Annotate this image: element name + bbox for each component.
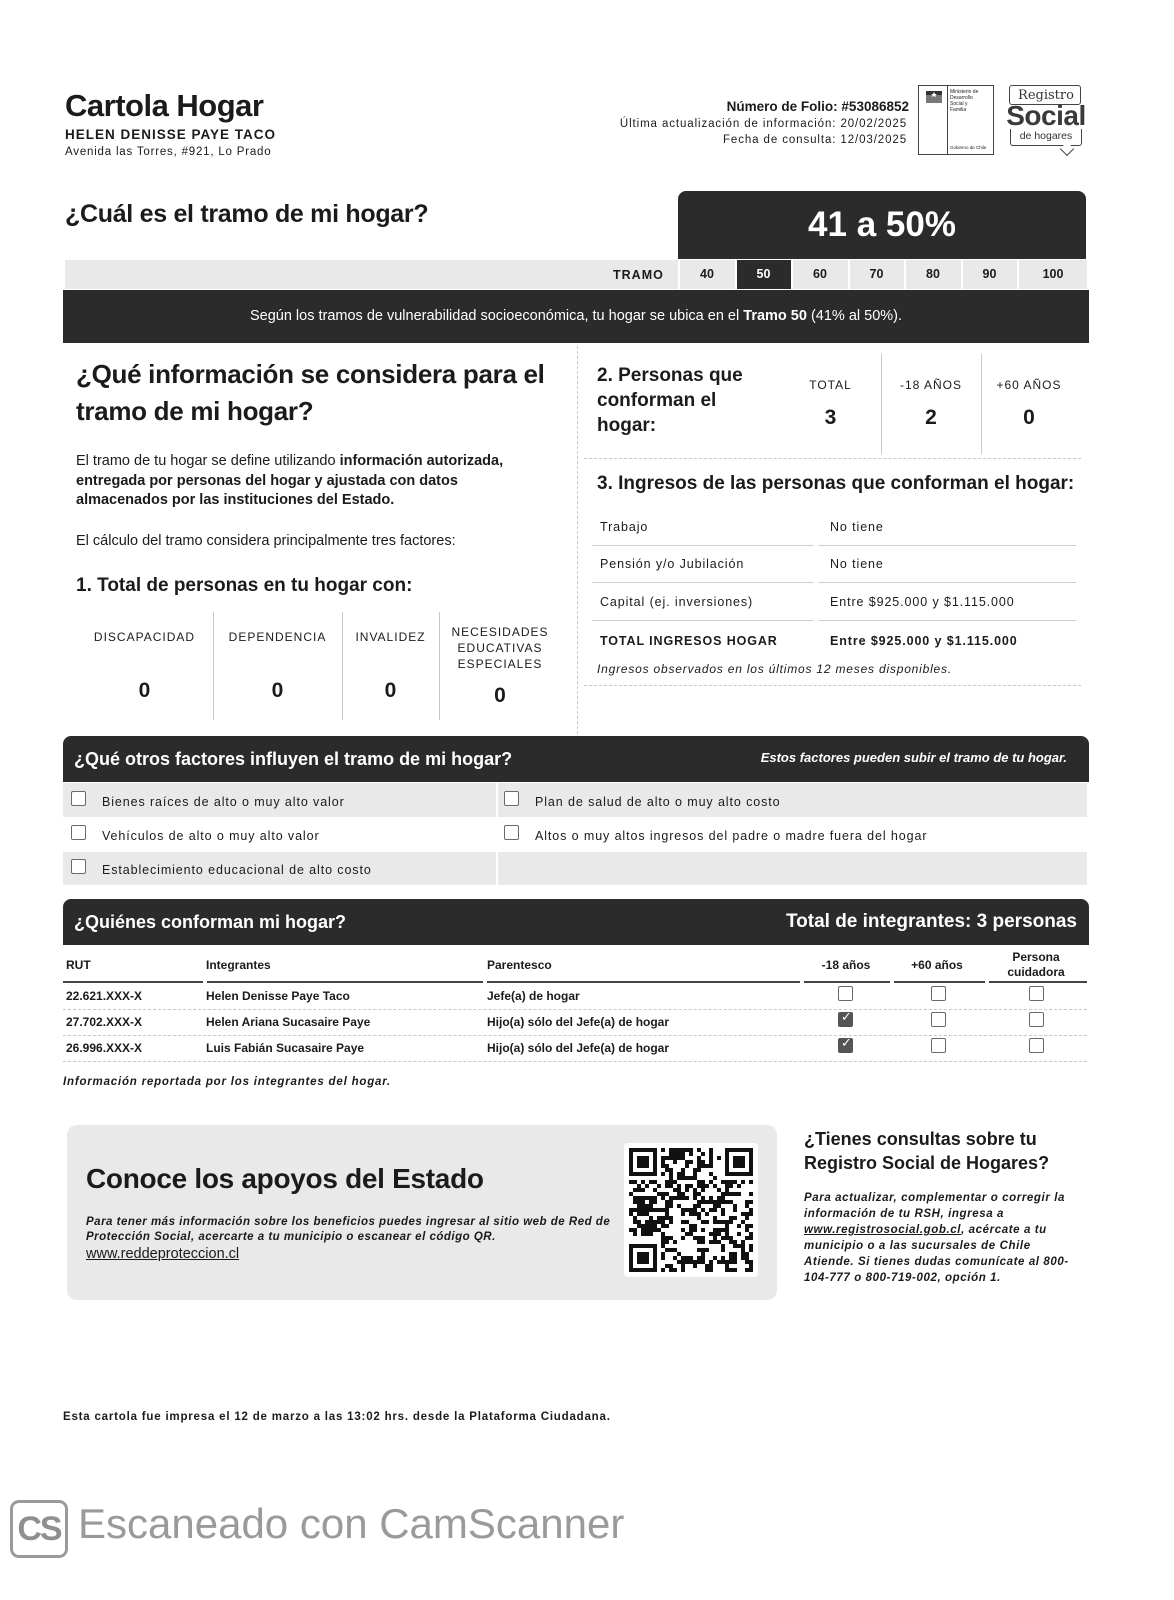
hogar-header-cell: Integrantes	[206, 958, 271, 972]
otros-title: ¿Qué otros factores influyen el tramo de mi hogar?	[74, 749, 513, 769]
hogar-header-cell: Persona cuidadora	[1007, 950, 1065, 979]
logo-registro: Registro	[1018, 88, 1074, 103]
last-update: Última actualización de información: 20/02/2025	[619, 118, 907, 130]
personas-title: 2. Personas que conforman el hogar:	[597, 365, 743, 436]
factor1-label: INVALIDEZ	[355, 630, 426, 644]
banner-suffix: (41% al 50%).	[806, 308, 903, 324]
personas-label: -18 AÑOS	[899, 378, 963, 392]
otros-header	[63, 736, 1089, 782]
mayor60-checkbox[interactable]	[931, 986, 946, 1001]
parentesco-cell: Hijo(a) sólo del Jefe(a) de hogar	[487, 1015, 670, 1029]
menor18-checkbox[interactable]	[838, 1012, 853, 1027]
ingresos-note: Ingresos observados en los últimos 12 meses disponibles.	[597, 662, 952, 676]
parentesco-cell: Jefe(a) de hogar	[487, 989, 580, 1003]
personas-value: 2	[925, 406, 937, 429]
tramo-result-box	[678, 191, 1086, 259]
menor18-checkbox[interactable]	[838, 1038, 853, 1053]
name-cell: Helen Ariana Sucasaire Paye	[206, 1015, 371, 1029]
apoyos-text: Para tener más información sobre los beneficios puedes ingresar al sitio web de Red de Protección Social, acercarte a tu municipio o escanear el código QR.	[86, 1216, 611, 1243]
factor1-value: 0	[271, 679, 284, 702]
personas-label: TOTAL	[809, 378, 852, 392]
ingreso-label: Trabajo	[600, 520, 649, 534]
factor-checkbox[interactable]	[71, 859, 86, 874]
page-title: Cartola Hogar	[65, 88, 264, 123]
hogar-header-cell: RUT	[66, 958, 91, 972]
factor-checkbox[interactable]	[504, 825, 519, 840]
consultas-text-b: , acércate a tu municipio o a las sucursales de Chile Atiende. Si tienes dudas comunícate al 800-104-777 o 800-719-002, opción 1.	[804, 1224, 1069, 1284]
ministry-line: Familia	[950, 107, 967, 113]
factor1-value: 0	[138, 679, 151, 702]
consultas-text-a: Para actualizar, complementar o corregir la información de tu RSH, ingresa a	[804, 1192, 1066, 1220]
factor-checkbox[interactable]	[71, 825, 86, 840]
tramo-scale-cell: 60	[791, 260, 847, 289]
menor18-checkbox[interactable]	[838, 986, 853, 1001]
chile-shield-icon	[924, 90, 944, 104]
cuidadora-checkbox[interactable]	[1029, 1012, 1044, 1027]
ingreso-value: Entre $925.000 y $1.115.000	[830, 595, 1015, 609]
tramo-scale-cell: 50	[735, 260, 791, 289]
factor-label: Plan de salud de alto o muy alto costo	[535, 795, 781, 809]
apoyos-link[interactable]: www.reddeproteccion.cl	[86, 1246, 240, 1262]
tramo-question: ¿Cuál es el tramo de mi hogar?	[65, 200, 429, 228]
parentesco-cell: Hijo(a) sólo del Jefe(a) de hogar	[487, 1041, 670, 1055]
qr-code-icon	[629, 1148, 753, 1272]
ingreso-value: No tiene	[830, 557, 884, 571]
ministry-line: Social y	[950, 101, 968, 107]
registro-social-logo	[1004, 83, 1088, 159]
tramo-scale-cell: 70	[848, 260, 904, 289]
factor1-value: 0	[384, 679, 397, 702]
hogar-header	[63, 899, 1089, 945]
rut-cell: 26.996.XXX-X	[66, 1041, 143, 1055]
factor1-label: NECESIDADES EDUCATIVAS ESPECIALES	[451, 625, 549, 671]
folio-number: Número de Folio: #53086852	[726, 99, 909, 114]
apoyos-card	[67, 1125, 777, 1300]
registro-link[interactable]: www.registrosocial.gob.cl	[804, 1224, 962, 1236]
camscanner-badge	[10, 1500, 68, 1558]
consult-date: Fecha de consulta: 12/03/2025	[722, 134, 907, 146]
consultas-text	[804, 1190, 1069, 1286]
holder-name: HELEN DENISSE PAYE TACO	[65, 127, 277, 142]
factor-label: Bienes raíces de alto o muy alto valor	[102, 795, 345, 809]
ministry-line: Ministerio de	[950, 89, 979, 95]
tramo-scale	[65, 260, 1087, 289]
qr-code	[624, 1143, 758, 1277]
info-text-bold: información autorizada, entregada por personas del hogar y ajustada con datos almacenados por las instituciones del Estado.	[76, 453, 504, 508]
ministry-logo	[918, 85, 994, 155]
info-title: ¿Qué información se considera para el tramo de mi hogar?	[76, 359, 545, 426]
camscanner-logo-icon: CS	[17, 1510, 61, 1548]
holder-address: Avenida las Torres, #921, Lo Prado	[65, 146, 272, 158]
ingreso-label: Pensión y/o Jubilación	[600, 557, 745, 571]
tramo-banner	[63, 290, 1089, 343]
factor1-label: DISCAPACIDAD	[93, 630, 196, 644]
hogar-total: Total de integrantes: 3 personas	[785, 911, 1077, 932]
cuidadora-checkbox[interactable]	[1029, 1038, 1044, 1053]
hogar-header-cell: -18 años	[821, 958, 871, 972]
info-paragraph	[76, 452, 551, 511]
hogar-header-cell: Parentesco	[487, 958, 552, 972]
otros-note: Estos factores pueden subir el tramo de tu hogar.	[760, 750, 1067, 765]
ingresos-title: 3. Ingresos de las personas que conforman el hogar:	[597, 473, 1075, 494]
factor-label: Establecimiento educacional de alto costo	[102, 863, 372, 877]
ingreso-label: Capital (ej. inversiones)	[600, 595, 754, 609]
ingresos-total-value: Entre $925.000 y $1.115.000	[830, 634, 1018, 648]
factor-checkbox[interactable]	[71, 791, 86, 806]
tramo-scale-cell: 90	[961, 260, 1017, 289]
personas-value: 0	[1023, 406, 1035, 429]
rut-cell: 27.702.XXX-X	[66, 1015, 143, 1029]
mayor60-checkbox[interactable]	[931, 1012, 946, 1027]
name-cell: Helen Denisse Paye Taco	[206, 989, 350, 1003]
rut-cell: 22.621.XXX-X	[66, 989, 143, 1003]
print-note: Esta cartola fue impresa el 12 de marzo a las 13:02 hrs. desde la Plataforma Ciudadana.	[63, 1411, 611, 1423]
personas-value: 3	[824, 406, 837, 429]
tramo-result: 41 a 50%	[808, 205, 956, 244]
factor1-label: DEPENDENCIA	[228, 630, 327, 644]
logo-social: Social	[1006, 100, 1086, 131]
gobierno-label: Gobierno de Chile	[950, 145, 987, 150]
mayor60-checkbox[interactable]	[931, 1038, 946, 1053]
consultas-title: ¿Tienes consultas sobre tu Registro Social de Hogares?	[804, 1129, 1050, 1173]
info-text: El tramo de tu hogar se define utilizando	[76, 453, 340, 469]
tramo-scale-cell: 40	[678, 260, 734, 289]
factor1-title: 1. Total de personas en tu hogar con:	[76, 575, 413, 596]
factor1-value: 0	[494, 684, 506, 707]
tramo-scale-cell: 80	[904, 260, 960, 289]
hogar-title: ¿Quiénes conforman mi hogar?	[74, 912, 347, 932]
tramo-scale-cell: 100	[1017, 260, 1087, 289]
factor-checkbox[interactable]	[504, 791, 519, 806]
cuidadora-checkbox[interactable]	[1029, 986, 1044, 1001]
logo-hogares: de hogares	[1019, 130, 1073, 142]
info-factors-intro: El cálculo del tramo considera principalmente tres factores:	[76, 533, 456, 549]
ministry-line: Desarrollo	[950, 95, 973, 101]
hogar-note: Información reportada por los integrantes del hogar.	[63, 1076, 391, 1088]
ingresos-total-label: TOTAL INGRESOS HOGAR	[600, 634, 778, 648]
camscanner-text: Escaneado con CamScanner	[78, 1500, 625, 1547]
personas-label: +60 AÑOS	[996, 378, 1062, 392]
name-cell: Luis Fabián Sucasaire Paye	[206, 1041, 365, 1055]
banner-text: Según los tramos de vulnerabilidad socioeconómica, tu hogar se ubica en el	[249, 308, 744, 324]
ingreso-value: No tiene	[830, 520, 884, 534]
apoyos-title: Conoce los apoyos del Estado	[86, 1163, 484, 1194]
tramo-scale-label: TRAMO	[613, 268, 664, 282]
factor-label: Vehículos de alto o muy alto valor	[102, 829, 320, 843]
hogar-header-cell: +60 años	[911, 958, 963, 972]
factor-label: Altos o muy altos ingresos del padre o madre fuera del hogar	[535, 829, 928, 843]
ministry-name	[950, 89, 994, 113]
banner-bold: Tramo 50	[743, 308, 807, 324]
